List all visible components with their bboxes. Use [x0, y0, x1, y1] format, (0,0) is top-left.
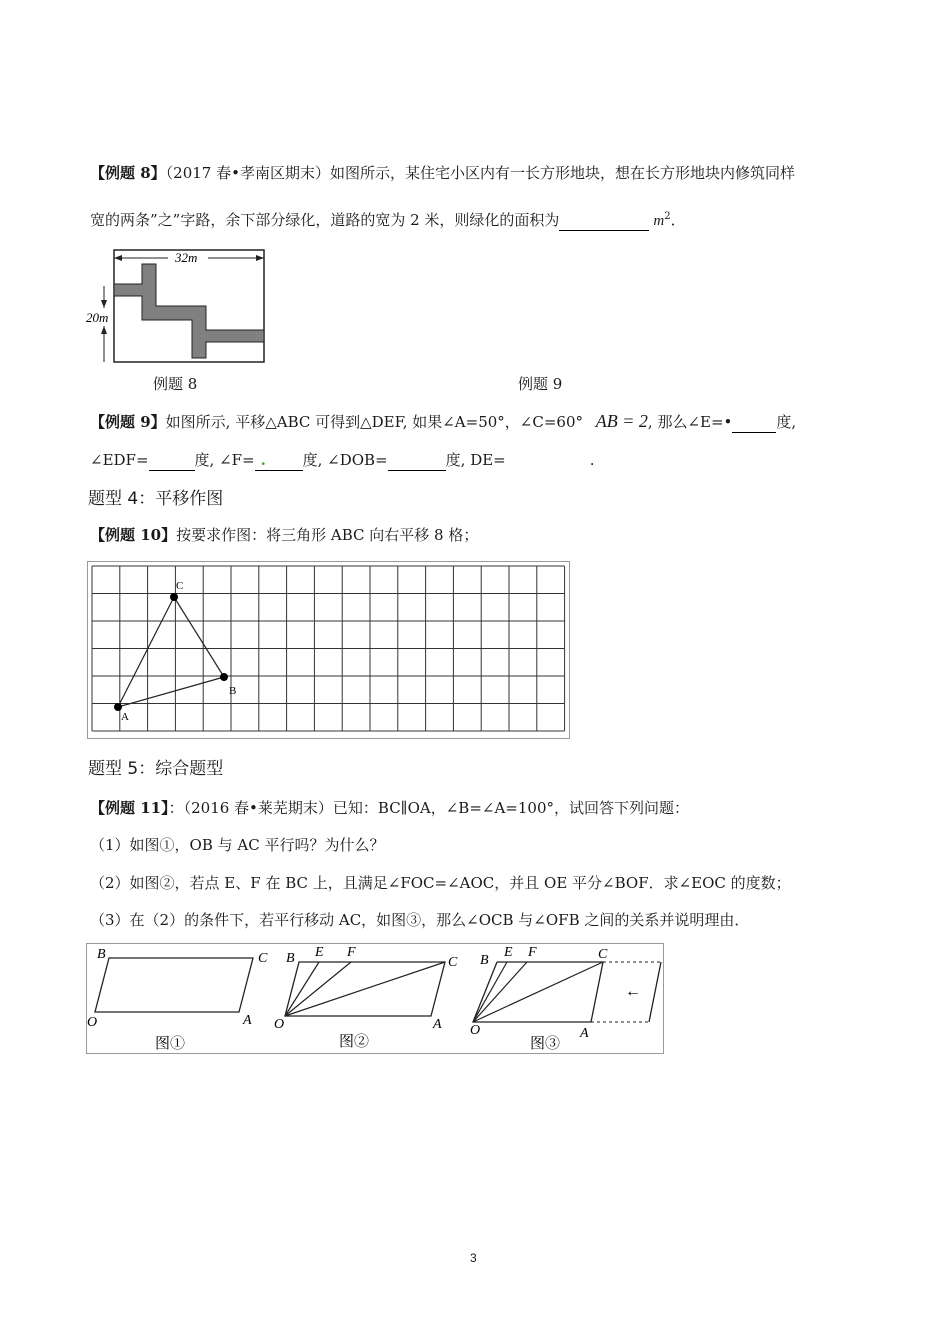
label-a: A [121, 711, 129, 723]
page-number: 3 [470, 1251, 477, 1265]
ex9-line2 [90, 450, 595, 471]
ex11-intro-line [90, 798, 689, 818]
ex9-text-c: 度, [776, 413, 797, 431]
ex8-unit-sup: 2 [664, 211, 671, 222]
ex10-text: 按要求作图：将三角形 ABC 向右平移 8 格； [176, 526, 479, 544]
ex9-caption: 例题 9 [518, 375, 563, 393]
ex9-l2-a: ∠EDF= [90, 451, 149, 469]
ex8-height-label: 20m [86, 310, 109, 325]
ex10-grid [88, 562, 568, 737]
fig3-label-b: B [480, 953, 489, 968]
point-b [220, 673, 228, 681]
figure-3 [470, 945, 661, 1052]
fig3-label-f: F [528, 945, 537, 960]
ex9-l2-e: . [589, 451, 595, 469]
ex9-blank-f [255, 450, 303, 471]
fig1-label-c: C [258, 951, 268, 966]
triangle-side-ab [118, 677, 224, 707]
fig3-caption: 图③ [530, 1036, 561, 1052]
ex9-math: AB = 2 [595, 411, 648, 431]
fig3-label-o: O [470, 1023, 481, 1038]
ex8-caption: 例题 8 [153, 375, 198, 393]
shift-arrow-icon: ← [625, 983, 641, 1000]
label-c: C [176, 580, 184, 592]
fig2-caption: 图② [339, 1034, 370, 1050]
ex9-blank-edf [149, 450, 195, 471]
ex8-unit: m [653, 213, 665, 229]
ex8-line1 [90, 163, 795, 183]
type5-heading: 题型 5：综合题型 [88, 759, 224, 779]
ex9-blank-e [732, 412, 776, 433]
fig1-caption: 图① [155, 1036, 186, 1052]
ex9-line1 [90, 411, 796, 433]
fig2-label-b: B [286, 951, 295, 966]
fig3-label-c: C [598, 947, 608, 962]
fig2-label-c: C [448, 955, 458, 970]
ex8-text-1: （2017 春•孝南区期末）如图所示，某住宅小区内有一长方形地块，想在长方形地块内修筑同样 [165, 164, 795, 182]
fig1-label-o: O [87, 1015, 98, 1030]
ex9-blank-dob [388, 450, 446, 471]
fig2-label-a: A [433, 1017, 442, 1032]
ex9-tag: 【例题 9】 [90, 413, 166, 431]
point-c [170, 593, 178, 601]
ex11-q1: （1）如图①，OB 与 AC 平行吗？为什么？ [90, 836, 385, 854]
ex9-l2-b: 度, ∠F= [194, 451, 255, 469]
fig3-label-a: A [580, 1026, 589, 1041]
figure-1 [87, 947, 268, 1052]
ex11-tag: 【例题 11】 [90, 799, 169, 817]
ex11-figures [87, 944, 663, 1052]
ex9-text-a: 如图所示, 平移△ABC 可得到△DEF, 如果∠A=50°，∠C=60° [165, 413, 583, 431]
fig1-label-b: B [97, 947, 106, 962]
ex9-green-dot: . [260, 451, 266, 469]
ex8-width-label: 32m [175, 250, 198, 265]
ex9-blank-de [506, 450, 590, 470]
ex8-tag: 【例题 8】 [90, 164, 166, 182]
triangle-side-cb [174, 597, 224, 677]
ex10-line [90, 525, 478, 545]
grid-lines [92, 566, 565, 731]
triangle-side-ac [118, 597, 174, 707]
ex8-line2 [90, 207, 686, 231]
ex10-tag: 【例题 10】 [90, 526, 177, 544]
ex8-figure [86, 246, 268, 366]
ex9-text-b: , 那么∠E=• [647, 413, 733, 431]
ex11-intro: ：（2016 春•莱芜期末）已知：BC∥OA，∠B=∠A=100°，试回答下列问题： [168, 799, 689, 817]
fig1-label-a: A [243, 1013, 252, 1028]
ex8-text-2: 宽的两条”之”字路，余下部分绿化，道路的宽为 2 米，则绿化的面积为 [90, 211, 560, 229]
fig2-label-f: F [347, 945, 356, 960]
ex8-answer-blank [559, 210, 649, 231]
ex11-q2: （2）如图②，若点 E、F 在 BC 上，且满足∠FOC=∠AOC，并且 OE 平分∠BOF．求∠EOC 的度数； [90, 874, 791, 892]
ex11-q3: （3）在（2）的条件下，若平行移动 AC，如图③，那么∠OCB 与∠OFB 之间的关系并说明理由． [90, 911, 750, 929]
fig3-label-e: E [504, 945, 513, 960]
point-a [114, 703, 122, 711]
fig2-label-e: E [315, 945, 324, 960]
figure-2 [274, 945, 458, 1050]
fig2-label-o: O [274, 1017, 285, 1032]
ex9-l2-c: 度, ∠DOB= [302, 451, 388, 469]
type4-heading: 题型 4：平移作图 [88, 489, 224, 509]
label-b: B [229, 685, 237, 697]
ex9-l2-d: 度, DE= [445, 451, 506, 469]
ex8-end: ． [670, 211, 686, 229]
